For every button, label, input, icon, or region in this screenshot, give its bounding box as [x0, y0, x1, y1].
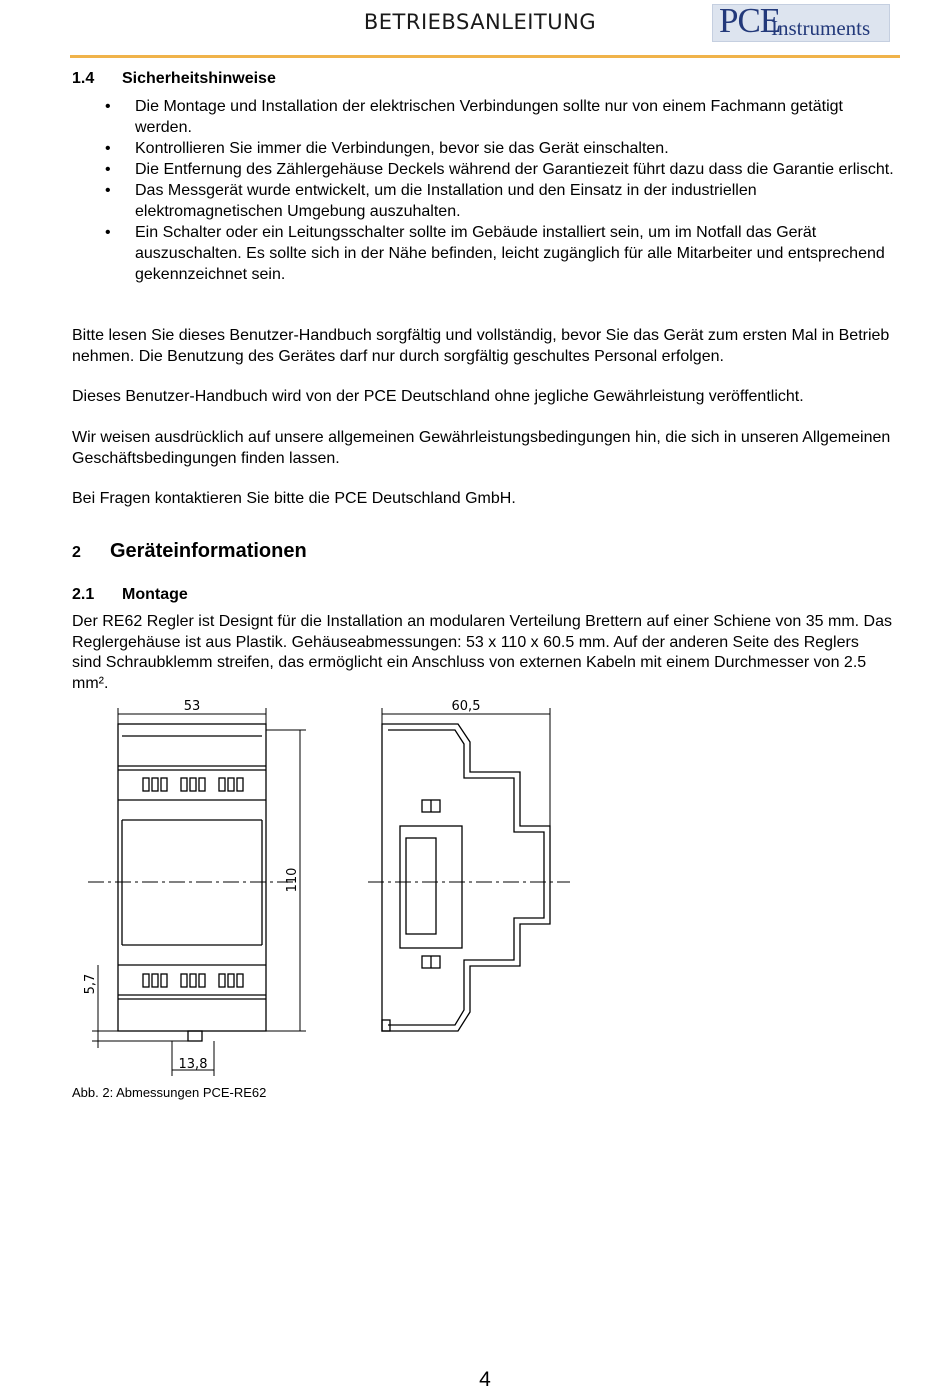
dimension-label-depth: 60,5: [451, 699, 481, 714]
bullet-icon: •: [105, 140, 111, 157]
bullet-icon: •: [105, 98, 111, 115]
list-item: [72, 159, 902, 180]
bullet-icon: •: [105, 161, 111, 178]
figure-caption: Abb. 2: Abmessungen PCE-RE62: [72, 1085, 267, 1100]
page-number: 4: [479, 1368, 491, 1391]
paragraph-read-manual: Bitte lesen Sie dieses Benutzer-Handbuch sorgfältig und vollständig, bevor Sie das Gerät zum ersten Mal in Betrieb nehmen. Die Benutzung des Gerätes darf nur durch sorgfältig geschultes Personal erfolgen.: [72, 327, 890, 365]
section-title: Geräteinformationen: [110, 540, 307, 562]
dimension-label-bottom: 13,8: [178, 1057, 208, 1072]
section-title: Montage: [122, 586, 188, 603]
paragraph-mounting: Der RE62 Regler ist Designt für die Installation an modularen Verteilung Brettern auf einer Schiene von 35 mm. Das Reglergehäuse ist aus Plastik. Gehäuseabmessungen: 53 x 110 x 60.5 mm. Auf der anderen Seite des Reglers sind Schraubklemm streifen, das ermöglicht ein Anschluss von externen Kabeln mit einem Durchmesser von 2.5 mm².: [72, 613, 892, 692]
paragraph-warranty-terms: Wir weisen ausdrücklich auf unsere allgemeinen Gewährleistungsbedingungen hin, die sich in unseren Allgemeinen Geschäftsbedingungen finden lassen.: [72, 429, 891, 467]
section-number: 2.1: [72, 586, 95, 603]
bullet-icon: •: [105, 182, 111, 199]
dimension-label-small: 5,7: [83, 973, 98, 995]
logo-instruments-text: Instruments: [771, 16, 871, 40]
bullet-text: Ein Schalter oder ein Leitungsschalter sollte im Gebäude installiert sein, um im Notfall das Gerät auszuschalten. Es sollte sich in der Nähe befinden, leicht zugänglich für alle Mitarbeiter und entsprechend gekennzeichnet sein.: [135, 224, 885, 283]
paragraph-contact: Bei Fragen kontaktieren Sie bitte die PCE Deutschland GmbH.: [72, 490, 516, 507]
header-divider: [70, 55, 900, 58]
list-item: [72, 180, 902, 222]
document-header-title: BETRIEBSANLEITUNG: [363, 10, 597, 34]
safety-bullet-list: [72, 96, 902, 285]
section-title: Sicherheitshinweise: [122, 70, 276, 87]
logo-pce-text: PCE: [719, 1, 781, 40]
list-item: [72, 138, 902, 159]
section-number: 1.4: [72, 70, 95, 87]
section-2-1-heading: [72, 586, 188, 604]
list-item: [72, 96, 902, 138]
bullet-icon: •: [105, 224, 111, 241]
dimension-label-width: 53: [183, 699, 201, 714]
section-2-heading: [72, 540, 307, 563]
list-item: [72, 222, 902, 285]
dimension-label-height: 110: [285, 867, 300, 893]
bullet-text: Die Montage und Installation der elektrischen Verbindungen sollte nur von einem Fachmann getätigt werden.: [135, 98, 843, 136]
section-number: 2: [72, 544, 81, 561]
pce-instruments-logo: [712, 1, 890, 42]
paragraph-publication-note: Dieses Benutzer-Handbuch wird von der PCE Deutschland ohne jegliche Gewährleistung veröffentlicht.: [72, 388, 804, 405]
bullet-text: Die Entfernung des Zählergehäuse Deckels während der Garantiezeit führt dazu dass die Garantie erlischt.: [135, 161, 894, 178]
section-1-4-heading: [72, 70, 276, 88]
dimension-drawing: [0, 690, 950, 1080]
bullet-text: Das Messgerät wurde entwickelt, um die Installation und den Einsatz in der industriellen elektromagnetischen Umgebung auszuhalten.: [135, 182, 757, 220]
bullet-text: Kontrollieren Sie immer die Verbindungen, bevor sie das Gerät einschalten.: [135, 140, 669, 157]
side-view-outline: [382, 724, 550, 1031]
